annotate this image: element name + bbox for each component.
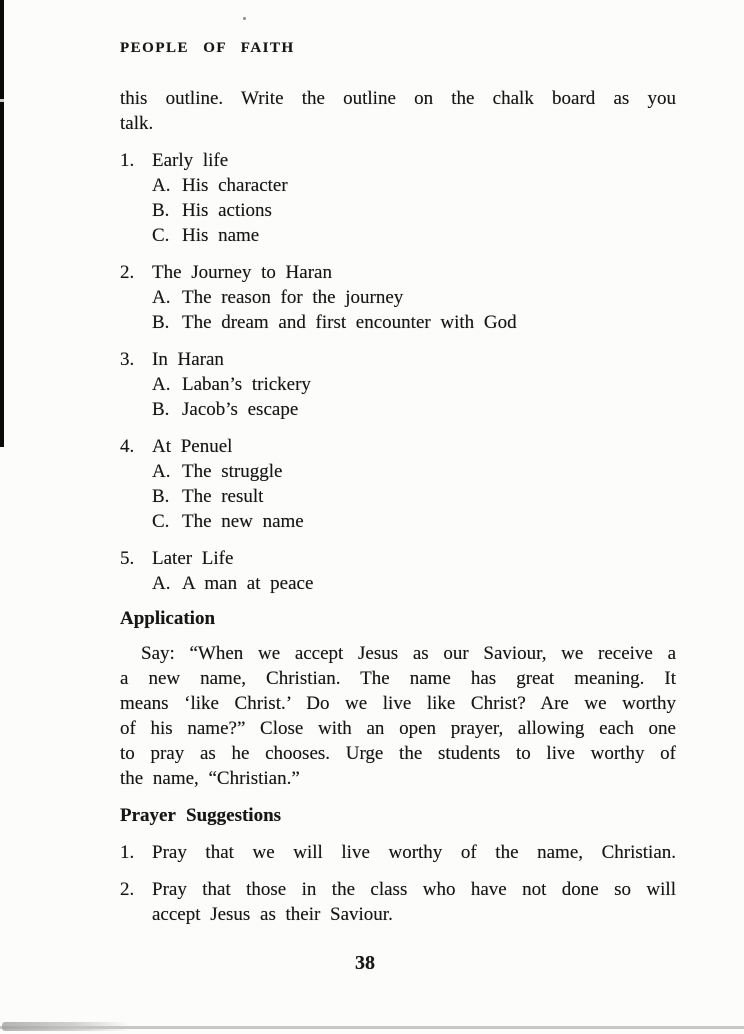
outline-subitem: [152, 571, 676, 596]
outline-item-title: In Haran: [152, 349, 224, 370]
outline-subitem-text: The dream and first encounter with God: [182, 312, 517, 333]
outline-subitem-text: The new name: [182, 511, 304, 532]
outline-item: [120, 434, 676, 534]
outline-subitem-text: A man at peace: [182, 573, 314, 594]
paragraph-line: means ‘like Christ.’ Do we live like Christ? Are we worthy: [120, 693, 676, 714]
outline-subitem-text: The struggle: [182, 461, 283, 482]
outline-subitem-text: His character: [182, 175, 288, 196]
prayer-item-text: [152, 877, 676, 927]
prayer-suggestions-heading: Prayer Suggestions: [120, 805, 282, 826]
paragraph-line: of his name?” Close with an open prayer, allowing each one: [120, 718, 676, 739]
prayer-item: [120, 877, 676, 927]
outline-item-title: Early life: [152, 150, 229, 171]
paragraph-line: Pray that we will live worthy of the name, Christian.: [152, 842, 676, 863]
page-number: 38: [355, 952, 375, 974]
outline-subitems: [120, 459, 676, 534]
outline-subitem-text: His name: [182, 225, 260, 246]
outline-subitems: [120, 285, 676, 335]
outline-subitem: [152, 509, 676, 534]
intro-paragraph: [120, 86, 676, 136]
prayer-list: [120, 840, 676, 927]
outline-subitem-letter: C.: [152, 511, 170, 532]
outline-subitem: [152, 397, 676, 422]
outline-item-row: [120, 434, 676, 459]
outline-item-number: 4.: [120, 436, 135, 457]
paragraph-line: the name, “Christian.”: [120, 768, 300, 789]
prayer-item-number: 2.: [120, 879, 135, 900]
paragraph-line: talk.: [120, 113, 154, 134]
outline-subitem-letter: A.: [152, 374, 171, 395]
outline-item-row: [120, 347, 676, 372]
outline-item: [120, 347, 676, 422]
paragraph-line: Say: “When we accept Jesus as our Saviour, we receive a: [141, 643, 676, 664]
prayer-item-text: [152, 840, 676, 865]
outline-item-row: [120, 148, 676, 173]
outline-subitem-letter: B.: [152, 312, 170, 333]
paragraph-line: accept Jesus as their Saviour.: [152, 904, 393, 925]
outline-subitems: [120, 571, 676, 596]
outline-subitem-letter: A.: [152, 461, 171, 482]
scan-speck: [243, 17, 246, 20]
outline-subitem: [152, 459, 676, 484]
outline-subitem: [152, 285, 676, 310]
outline-item-title: The Journey to Haran: [152, 262, 332, 283]
outline-item: [120, 148, 676, 248]
outline-item-row: [120, 546, 676, 571]
application-paragraph: [120, 641, 676, 791]
outline-subitem-text: Laban’s trickery: [182, 374, 311, 395]
outline-item-number: 3.: [120, 349, 135, 370]
prayer-item-number: 1.: [120, 842, 135, 863]
outline-subitem-letter: A.: [152, 287, 171, 308]
page-content: [120, 38, 676, 927]
outline-item-title: Later Life: [152, 548, 234, 569]
application-heading: Application: [120, 608, 216, 629]
outline-subitem: [152, 484, 676, 509]
outline-subitems: [120, 173, 676, 248]
outline-subitem: [152, 198, 676, 223]
outline-subitem-text: The reason for the journey: [182, 287, 404, 308]
outline-item-number: 5.: [120, 548, 135, 569]
outline-subitem-letter: C.: [152, 225, 170, 246]
scan-bottom-smudge: [2, 1022, 130, 1031]
scan-edge-bar: [0, 0, 4, 447]
outline-subitem: [152, 310, 676, 335]
outline-subitem-text: His actions: [182, 200, 272, 221]
paragraph-line: to pray as he chooses. Urge the students to live worthy of: [120, 743, 676, 764]
running-header: PEOPLE OF FAITH: [120, 40, 295, 56]
outline-subitem: [152, 173, 676, 198]
outline-item: [120, 260, 676, 335]
outline-subitem: [152, 223, 676, 248]
paragraph-line: this outline. Write the outline on the chalk board as you: [120, 88, 676, 109]
outline-item-number: 1.: [120, 150, 135, 171]
outline-item: [120, 546, 676, 596]
outline-subitem-text: Jacob’s escape: [182, 399, 299, 420]
outline-item-title: At Penuel: [152, 436, 233, 457]
outline-subitem: [152, 372, 676, 397]
outline-subitems: [120, 372, 676, 422]
paragraph-line: a new name, Christian. The name has great meaning. It: [120, 668, 676, 689]
prayer-item: [120, 840, 676, 865]
outline-subitem-letter: B.: [152, 200, 170, 221]
outline-subitem-letter: A.: [152, 573, 171, 594]
outline-item-number: 2.: [120, 262, 135, 283]
outline-item-row: [120, 260, 676, 285]
lesson-outline: [120, 148, 676, 596]
outline-subitem-letter: B.: [152, 486, 170, 507]
paragraph-line: Pray that those in the class who have not done so will: [152, 879, 676, 900]
outline-subitem-letter: B.: [152, 399, 170, 420]
outline-subitem-letter: A.: [152, 175, 171, 196]
outline-subitem-text: The result: [182, 486, 264, 507]
